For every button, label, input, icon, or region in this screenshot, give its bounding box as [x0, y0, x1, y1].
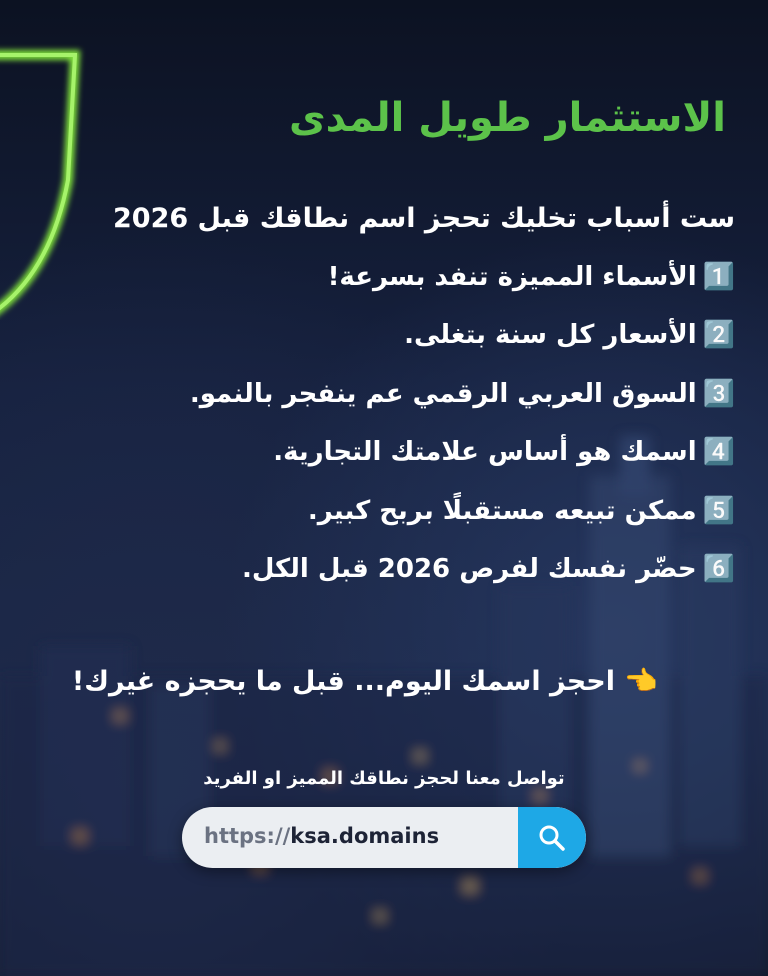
- reasons-list: [35, 262, 735, 612]
- search-button[interactable]: [518, 807, 586, 868]
- contact-label: تواصل معنا لحجز نطاقك المميز او الفريد: [203, 768, 565, 789]
- reason-text: الأسعار كل سنة بتغلى.: [404, 320, 697, 351]
- reason-item: [35, 437, 735, 495]
- number-badge: 2️⃣: [702, 320, 735, 351]
- url-domain: ksa.domains: [290, 824, 440, 848]
- reason-text: اسمك هو أساس علامتك التجارية.: [273, 437, 697, 468]
- reason-item: [35, 379, 735, 437]
- reasons-heading: ست أسباب تخليك تحجز اسم نطاقك قبل 2026: [113, 203, 735, 234]
- search-icon: [538, 824, 566, 852]
- reason-text: حضّر نفسك لفرص 2026 قبل الكل.: [241, 553, 697, 584]
- call-to-action: 👈 احجز اسمك اليوم... قبل ما يحجزه غيرك!: [71, 666, 658, 697]
- reason-text: ممكن تبيعه مستقبلًا بربح كبير.: [307, 495, 697, 526]
- number-badge: 1️⃣: [702, 262, 735, 292]
- number-badge: 6️⃣: [702, 553, 735, 584]
- number-badge: 4️⃣: [702, 437, 735, 468]
- url-text[interactable]: [204, 824, 439, 848]
- reason-text: السوق العربي الرقمي عم ينفجر بالنمو.: [189, 378, 697, 409]
- reason-item: [35, 496, 735, 554]
- reason-text: الأسماء المميزة تنفد بسرعة!: [327, 262, 697, 292]
- reason-item: [35, 554, 735, 612]
- number-badge: 5️⃣: [702, 495, 735, 526]
- url-protocol: https://: [204, 824, 291, 848]
- page-title: الاستثمار طويل المدى: [289, 95, 726, 141]
- number-badge: 3️⃣: [702, 378, 735, 409]
- reason-item: [35, 262, 735, 320]
- reason-item: [35, 320, 735, 378]
- url-search-bar[interactable]: [182, 807, 586, 868]
